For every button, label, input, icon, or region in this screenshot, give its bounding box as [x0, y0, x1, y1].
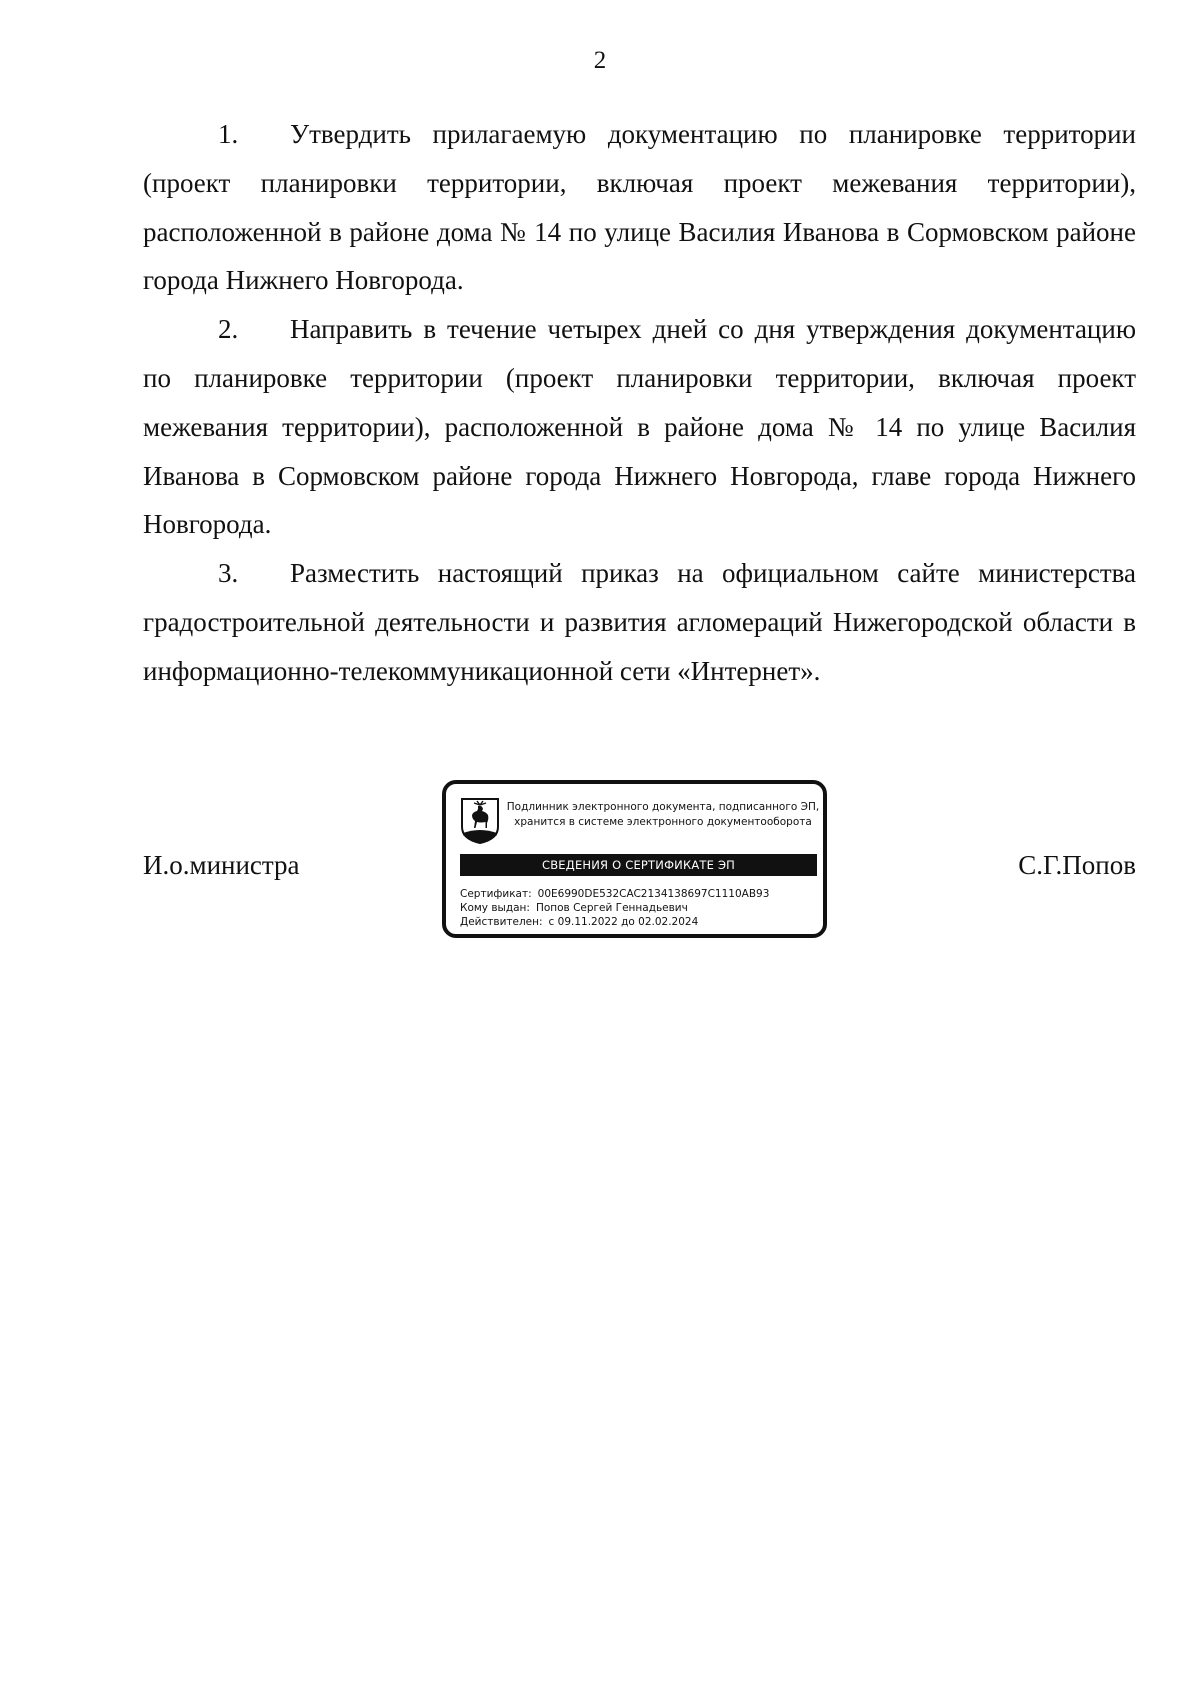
page-number: 2 — [593, 47, 607, 74]
validity-line — [460, 915, 820, 929]
paragraph-text: Разместить настоящий приказ на официальном сайте министерства градостроительной деятельности и развития агломераций Нижегородской области в информационно-телекоммуникационной сети «Интернет». — [143, 558, 1136, 686]
deer-coat-of-arms-icon — [460, 797, 500, 845]
paragraph-3 — [143, 549, 1136, 695]
certificate-label: Сертификат: — [460, 888, 532, 900]
validity-label: Действителен: — [460, 916, 543, 928]
certificate-value: 00E6990DE532CAC2134138697C1110AB93 — [537, 888, 770, 900]
stamp-header — [502, 800, 824, 830]
paragraph-text: Направить в течение четырех дней со дня утверждения документацию по планировке территории (проект планировки территории, включая проект межевания территории), расположенной в районе дома № 14 по улице Василия Иванова в Сормовском районе города Нижнего Новгорода, главе города Нижнего Новгорода. — [143, 314, 1136, 540]
issued-to-label: Кому выдан: — [460, 902, 530, 914]
stamp-header-line: хранится в системе электронного документооборота — [514, 816, 812, 828]
stamp-title-bar: СВЕДЕНИЯ О СЕРТИФИКАТЕ ЭП — [460, 854, 817, 876]
issued-to-value: Попов Сергей Геннадьевич — [535, 902, 688, 914]
certificate-line — [460, 887, 820, 901]
issued-to-line — [460, 901, 820, 915]
paragraph-number: 2. — [218, 314, 239, 345]
stamp-header-line: Подлинник электронного документа, подписанного ЭП, — [506, 801, 820, 813]
paragraph-number: 1. — [218, 119, 239, 149]
paragraph-2 — [143, 305, 1136, 549]
signatory-name: С.Г.Попов — [1018, 850, 1136, 880]
signatory-title: И.о.министра — [143, 850, 300, 880]
document-body — [143, 110, 1136, 696]
validity-value: с 09.11.2022 до 02.02.2024 — [548, 916, 699, 928]
paragraph-1 — [143, 110, 1136, 305]
electronic-signature-stamp — [442, 780, 827, 938]
certificate-details — [460, 887, 820, 929]
paragraph-text: Утвердить прилагаемую документацию по планировке территории (проект планировки территории, включая проект межевания территории), расположенной в районе дома № 14 по улице Василия Иванова в Сормовском районе города Нижнего Новгорода. — [143, 119, 1136, 296]
paragraph-number: 3. — [218, 558, 239, 589]
